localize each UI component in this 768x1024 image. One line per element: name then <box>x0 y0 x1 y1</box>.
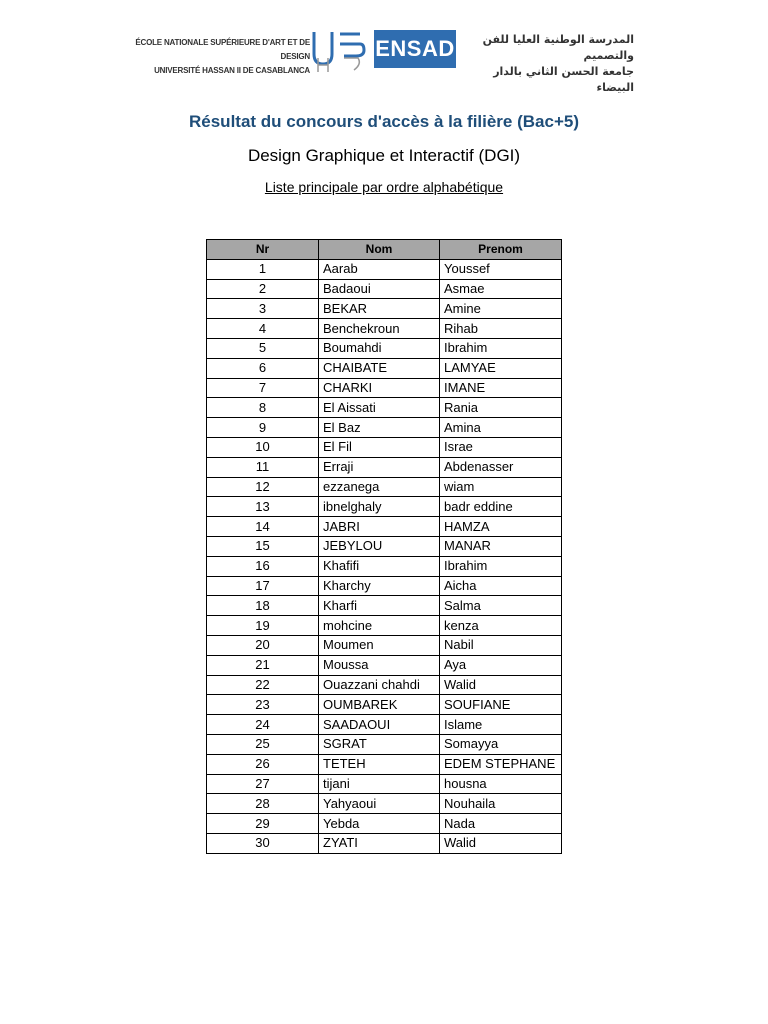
cell-nom: TETEH <box>319 754 440 774</box>
cell-prenom: Somayya <box>440 734 562 754</box>
cell-nr: 1 <box>207 259 319 279</box>
school-name-ar-line2: جامعة الحسن الثاني بالدار البيضاء <box>493 65 634 94</box>
cell-nr: 24 <box>207 715 319 735</box>
cell-nom: mohcine <box>319 616 440 636</box>
cell-nr: 26 <box>207 754 319 774</box>
cell-nr: 5 <box>207 338 319 358</box>
header-prenom: Prenom <box>440 240 562 260</box>
cell-nom: Kharchy <box>319 576 440 596</box>
cell-nom: ZYATI <box>319 833 440 853</box>
cell-nom: JEBYLOU <box>319 536 440 556</box>
cell-nom: Kharfi <box>319 596 440 616</box>
cell-nr: 2 <box>207 279 319 299</box>
cell-nom: BEKAR <box>319 299 440 319</box>
table-row <box>207 814 562 834</box>
cell-prenom: Aya <box>440 655 562 675</box>
table-row <box>207 398 562 418</box>
table-row <box>207 596 562 616</box>
cell-nr: 21 <box>207 655 319 675</box>
cell-prenom: SOUFIANE <box>440 695 562 715</box>
cell-nom: Yebda <box>319 814 440 834</box>
cell-nom: SGRAT <box>319 734 440 754</box>
school-name-fr-line1: ÉCOLE NATIONALE SUPÉRIEURE D'ART ET DE DESIGN <box>135 38 310 61</box>
table-row <box>207 517 562 537</box>
cell-nr: 19 <box>207 616 319 636</box>
table-row <box>207 616 562 636</box>
table-row <box>207 418 562 438</box>
cell-nr: 7 <box>207 378 319 398</box>
cell-nr: 12 <box>207 477 319 497</box>
cell-nr: 22 <box>207 675 319 695</box>
cell-nom: Benchekroun <box>319 319 440 339</box>
cell-nr: 18 <box>207 596 319 616</box>
results-table <box>206 239 562 854</box>
table-row <box>207 754 562 774</box>
cell-prenom: Ibrahim <box>440 338 562 358</box>
table-row <box>207 378 562 398</box>
table-header-row <box>207 240 562 260</box>
table-row <box>207 695 562 715</box>
cell-prenom: Asmae <box>440 279 562 299</box>
table-row <box>207 457 562 477</box>
program-subtitle: Design Graphique et Interactif (DGI) <box>247 146 521 165</box>
cell-nr: 4 <box>207 319 319 339</box>
cell-nr: 14 <box>207 517 319 537</box>
cell-nom: El Baz <box>319 418 440 438</box>
cell-nom: Badaoui <box>319 279 440 299</box>
cell-nom: ezzanega <box>319 477 440 497</box>
cell-nom: CHAIBATE <box>319 358 440 378</box>
table-row <box>207 576 562 596</box>
cell-prenom: Nada <box>440 814 562 834</box>
cell-nom: Aarab <box>319 259 440 279</box>
cell-nom: El Fil <box>319 437 440 457</box>
cell-nr: 6 <box>207 358 319 378</box>
cell-prenom: housna <box>440 774 562 794</box>
cell-prenom: kenza <box>440 616 562 636</box>
table-row <box>207 833 562 853</box>
cell-nr: 20 <box>207 635 319 655</box>
table-row <box>207 675 562 695</box>
cell-nom: CHARKI <box>319 378 440 398</box>
cell-nr: 11 <box>207 457 319 477</box>
table-row <box>207 497 562 517</box>
cell-nom: Erraji <box>319 457 440 477</box>
cell-prenom: Nabil <box>440 635 562 655</box>
school-name-ar <box>462 32 634 96</box>
university-logo-icon <box>310 28 366 74</box>
cell-prenom: Abdenasser <box>440 457 562 477</box>
table-row <box>207 715 562 735</box>
table-row <box>207 279 562 299</box>
cell-nom: Boumahdi <box>319 338 440 358</box>
table-row <box>207 299 562 319</box>
cell-prenom: badr eddine <box>440 497 562 517</box>
table-row <box>207 655 562 675</box>
cell-nr: 16 <box>207 556 319 576</box>
header-nom: Nom <box>319 240 440 260</box>
table-row <box>207 794 562 814</box>
cell-nr: 3 <box>207 299 319 319</box>
school-name-fr <box>120 36 310 78</box>
cell-prenom: HAMZA <box>440 517 562 537</box>
table-row <box>207 477 562 497</box>
cell-prenom: Youssef <box>440 259 562 279</box>
table-row <box>207 437 562 457</box>
cell-nom: Moussa <box>319 655 440 675</box>
table-row <box>207 556 562 576</box>
table-row <box>207 338 562 358</box>
cell-prenom: Amina <box>440 418 562 438</box>
cell-nom: Yahyaoui <box>319 794 440 814</box>
table-row <box>207 536 562 556</box>
cell-nr: 25 <box>207 734 319 754</box>
table-row <box>207 774 562 794</box>
cell-nr: 17 <box>207 576 319 596</box>
cell-prenom: Ibrahim <box>440 556 562 576</box>
cell-nom: Moumen <box>319 635 440 655</box>
cell-nom: Ouazzani chahdi <box>319 675 440 695</box>
cell-prenom: Israe <box>440 437 562 457</box>
cell-prenom: Aicha <box>440 576 562 596</box>
cell-nr: 27 <box>207 774 319 794</box>
cell-nom: tijani <box>319 774 440 794</box>
cell-nr: 13 <box>207 497 319 517</box>
header-nr: Nr <box>207 240 319 260</box>
cell-prenom: Salma <box>440 596 562 616</box>
cell-nom: El Aissati <box>319 398 440 418</box>
cell-prenom: IMANE <box>440 378 562 398</box>
cell-prenom: Amine <box>440 299 562 319</box>
cell-nr: 9 <box>207 418 319 438</box>
cell-prenom: Walid <box>440 675 562 695</box>
cell-nr: 10 <box>207 437 319 457</box>
table-row <box>207 319 562 339</box>
cell-nr: 30 <box>207 833 319 853</box>
table-row <box>207 358 562 378</box>
cell-nom: JABRI <box>319 517 440 537</box>
cell-prenom: LAMYAE <box>440 358 562 378</box>
page-title: Résultat du concours d'accès à la filière (Bac+5) <box>189 112 579 131</box>
list-title: Liste principale par ordre alphabétique <box>264 179 504 195</box>
ensad-logo: ENSAD <box>374 30 456 68</box>
cell-prenom: Nouhaila <box>440 794 562 814</box>
cell-nr: 15 <box>207 536 319 556</box>
cell-prenom: Rihab <box>440 319 562 339</box>
table-row <box>207 734 562 754</box>
cell-nom: Khafifi <box>319 556 440 576</box>
cell-nom: OUMBAREK <box>319 695 440 715</box>
results-table-body <box>207 259 562 853</box>
cell-prenom: wiam <box>440 477 562 497</box>
table-row <box>207 259 562 279</box>
table-row <box>207 635 562 655</box>
cell-nom: SAADAOUI <box>319 715 440 735</box>
cell-prenom: EDEM STEPHANE <box>440 754 562 774</box>
cell-nr: 28 <box>207 794 319 814</box>
cell-nr: 23 <box>207 695 319 715</box>
cell-nr: 29 <box>207 814 319 834</box>
cell-nr: 8 <box>207 398 319 418</box>
cell-prenom: Islame <box>440 715 562 735</box>
school-name-ar-line1: المدرسة الوطنية العليا للفن والتصميم <box>482 33 634 62</box>
cell-prenom: Rania <box>440 398 562 418</box>
school-name-fr-line2: UNIVERSITÉ HASSAN II DE CASABLANCA <box>154 66 310 75</box>
header-banner <box>112 22 648 94</box>
cell-prenom: MANAR <box>440 536 562 556</box>
cell-nom: ibnelghaly <box>319 497 440 517</box>
cell-prenom: Walid <box>440 833 562 853</box>
